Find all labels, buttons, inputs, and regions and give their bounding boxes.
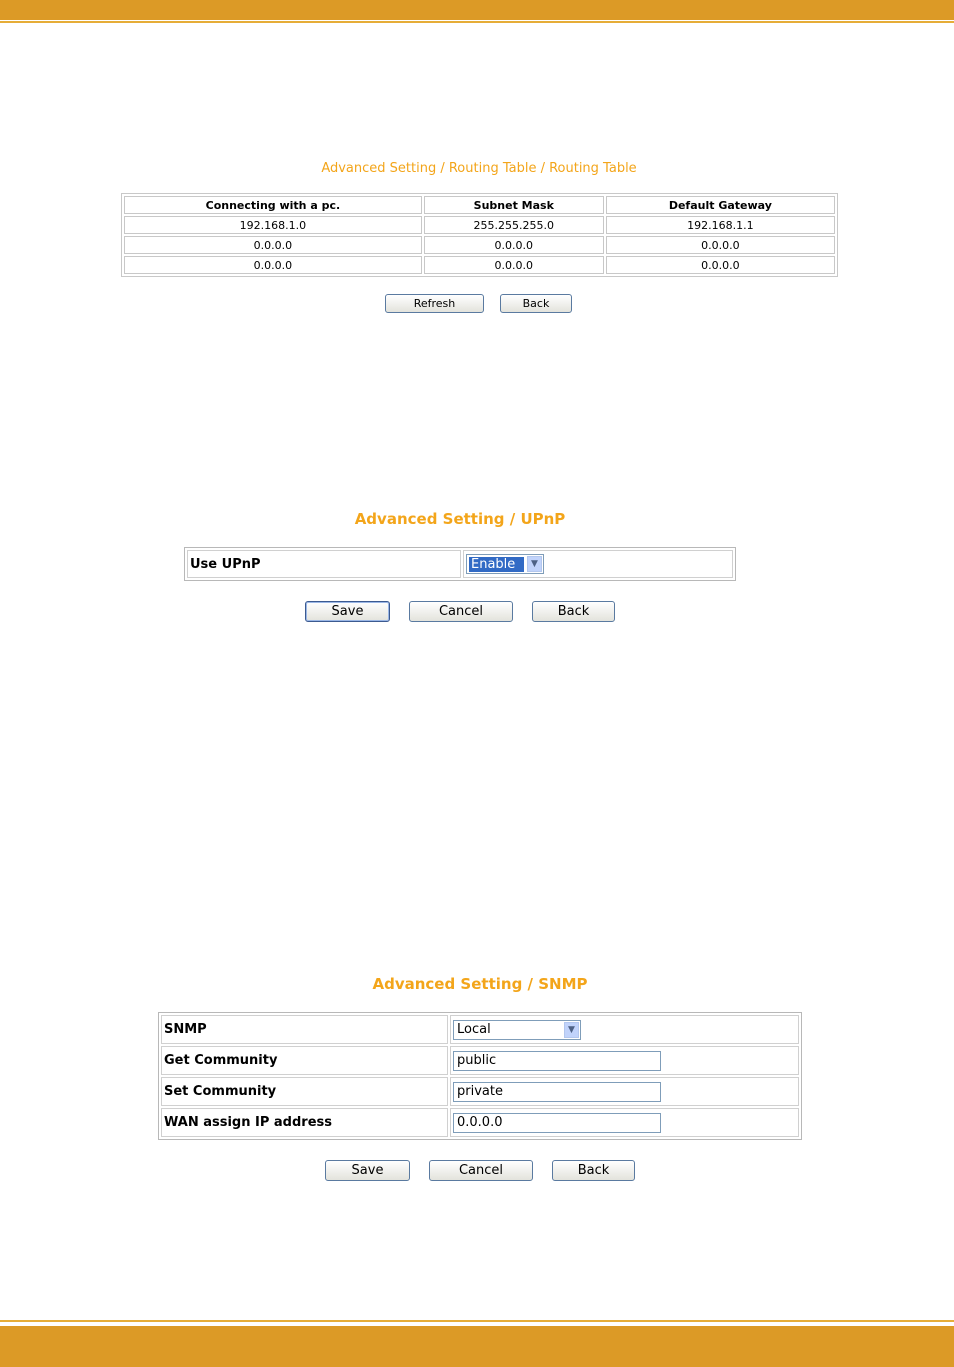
form-row: [161, 1108, 799, 1137]
header-rule: [0, 21, 954, 23]
routing-title: Advanced Setting / Routing Table / Routing Table: [321, 161, 637, 176]
get-community-label: Get Community: [161, 1046, 448, 1075]
column-header: Default Gateway: [606, 196, 835, 214]
table-row: [124, 236, 835, 254]
table-cell: 0.0.0.0: [606, 236, 835, 254]
upnp-cancel-button[interactable]: Cancel: [409, 601, 513, 622]
snmp-back-button[interactable]: Back: [552, 1160, 635, 1181]
upnp-back-button[interactable]: Back: [532, 601, 615, 622]
snmp-value: Local: [457, 1022, 491, 1037]
use-upnp-select[interactable]: [466, 554, 544, 574]
table-cell: 0.0.0.0: [424, 236, 604, 254]
set-community-cell: [450, 1077, 799, 1106]
table-cell: 0.0.0.0: [124, 256, 422, 274]
snmp-form: [158, 1012, 802, 1140]
wan-assign-ip-cell: [450, 1108, 799, 1137]
get-community-cell: [450, 1046, 799, 1075]
upnp-title: Advanced Setting / UPnP: [354, 510, 566, 528]
chevron-down-icon[interactable]: ▼: [564, 1022, 579, 1038]
form-row: [161, 1015, 799, 1044]
snmp-title: Advanced Setting / SNMP: [372, 975, 588, 993]
table-cell: 0.0.0.0: [424, 256, 604, 274]
form-row: [161, 1077, 799, 1106]
wan-assign-ip-input[interactable]: [453, 1113, 661, 1133]
table-cell: 192.168.1.0: [124, 216, 422, 234]
wan-assign-ip-label: WAN assign IP address: [161, 1108, 448, 1137]
chevron-down-icon[interactable]: ▼: [527, 556, 542, 572]
snmp-save-button[interactable]: Save: [325, 1160, 410, 1181]
table-cell: 192.168.1.1: [606, 216, 835, 234]
column-header: Subnet Mask: [424, 196, 604, 214]
table-row: [124, 256, 835, 274]
use-upnp-label: Use UPnP: [187, 550, 461, 578]
snmp-cell: [450, 1015, 799, 1044]
refresh-button[interactable]: Refresh: [385, 294, 484, 313]
table-cell: 0.0.0.0: [606, 256, 835, 274]
routing-table: [121, 193, 838, 277]
footer-rule: [0, 1320, 954, 1322]
table-cell: 0.0.0.0: [124, 236, 422, 254]
column-header: Connecting with a pc.: [124, 196, 422, 214]
get-community-input[interactable]: [453, 1051, 661, 1071]
use-upnp-cell: [463, 550, 733, 578]
table-cell: 255.255.255.0: [424, 216, 604, 234]
table-header-row: [124, 196, 835, 214]
routing-back-button[interactable]: Back: [500, 294, 572, 313]
form-row: [161, 1046, 799, 1075]
upnp-save-button[interactable]: Save: [305, 601, 390, 622]
footer-band: [0, 1326, 954, 1367]
form-row: [187, 550, 733, 578]
snmp-label: SNMP: [161, 1015, 448, 1044]
header-band: [0, 0, 954, 20]
set-community-input[interactable]: [453, 1082, 661, 1102]
snmp-select[interactable]: [453, 1020, 581, 1040]
use-upnp-value: Enable: [469, 557, 524, 572]
set-community-label: Set Community: [161, 1077, 448, 1106]
table-row: [124, 216, 835, 234]
upnp-form: [184, 547, 736, 581]
snmp-cancel-button[interactable]: Cancel: [429, 1160, 533, 1181]
